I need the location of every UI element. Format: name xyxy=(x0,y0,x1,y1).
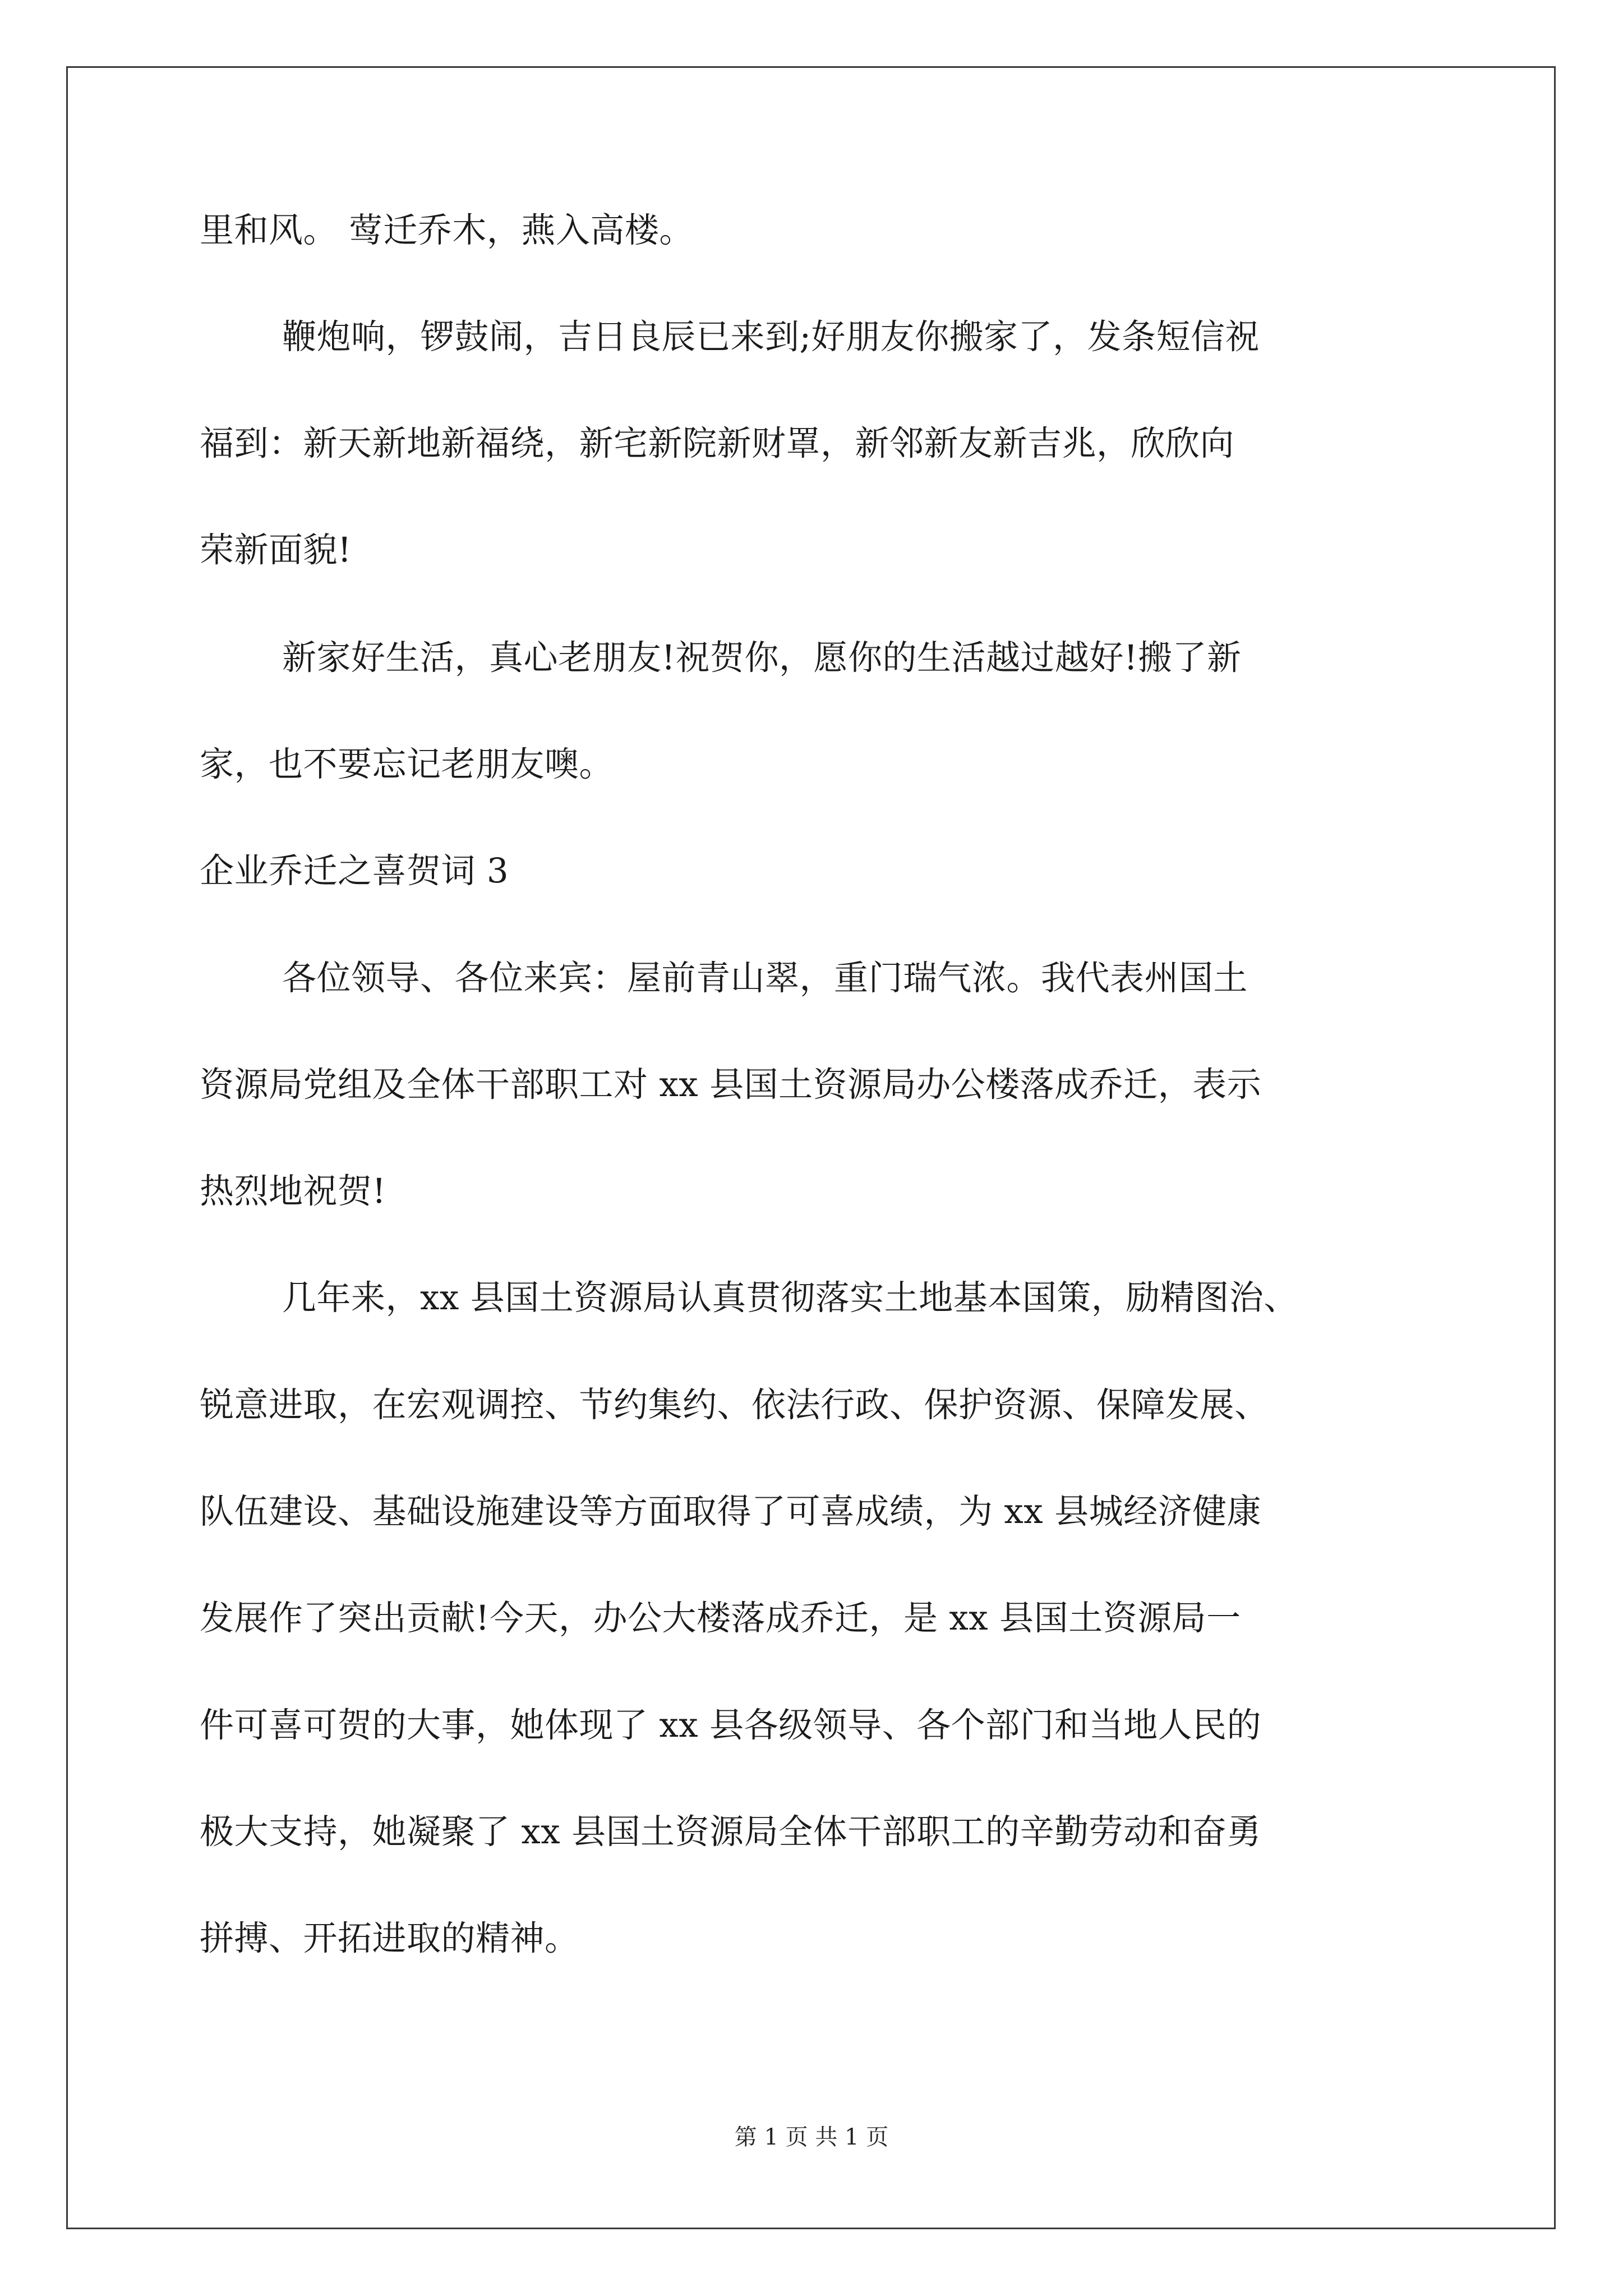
text-line: 发展作了突出贡献!今天，办公大楼落成乔迁，是 xx 县国土资源局一 xyxy=(200,1598,1241,1638)
text-line: 鞭炮响，锣鼓闹，吉日良辰已来到;好朋友你搬家了，发条短信祝 xyxy=(282,317,1260,357)
page-footer: 第 1 页 共 1 页 xyxy=(734,2124,889,2150)
text-line: 热烈地祝贺! xyxy=(200,1171,386,1211)
text-line: 件可喜可贺的大事，她体现了 xx 县各级领导、各个部门和当地人民的 xyxy=(200,1705,1262,1745)
section-heading: 企业乔迁之喜贺词 3 xyxy=(200,851,509,891)
text-line: 新家好生活，真心老朋友!祝贺你，愿你的生活越过越好!搬了新 xyxy=(282,638,1242,678)
text-line: 拼搏、开拓进取的精神。 xyxy=(200,1918,579,1958)
text-line: 极大支持，她凝聚了 xx 县国土资源局全体干部职工的辛勤劳动和奋勇 xyxy=(200,1812,1262,1852)
page-border xyxy=(66,66,1556,2229)
text-line: 锐意进取，在宏观调控、节约集约、依法行政、保护资源、保障发展、 xyxy=(200,1385,1269,1425)
text-line: 荣新面貌! xyxy=(200,530,352,570)
text-line: 队伍建设、基础设施建设等方面取得了可喜成绩，为 xx 县城经济健康 xyxy=(200,1492,1262,1531)
text-line: 各位领导、各位来宾：屋前青山翠，重门瑞气浓。我代表州国土 xyxy=(282,958,1248,998)
text-line: 资源局党组及全体干部职工对 xx 县国土资源局办公楼落成乔迁，表示 xyxy=(200,1065,1262,1105)
text-line: 几年来，xx 县国土资源局认真贯彻落实土地基本国策，励精图治、 xyxy=(282,1278,1298,1318)
text-line: 家，也不要忘记老朋友噢。 xyxy=(200,744,614,784)
text-line: 福到：新天新地新福绕，新宅新院新财罩，新邻新友新吉兆，欣欣向 xyxy=(200,424,1235,463)
text-line: 里和风。 莺迁乔木，燕入高楼。 xyxy=(200,210,694,250)
